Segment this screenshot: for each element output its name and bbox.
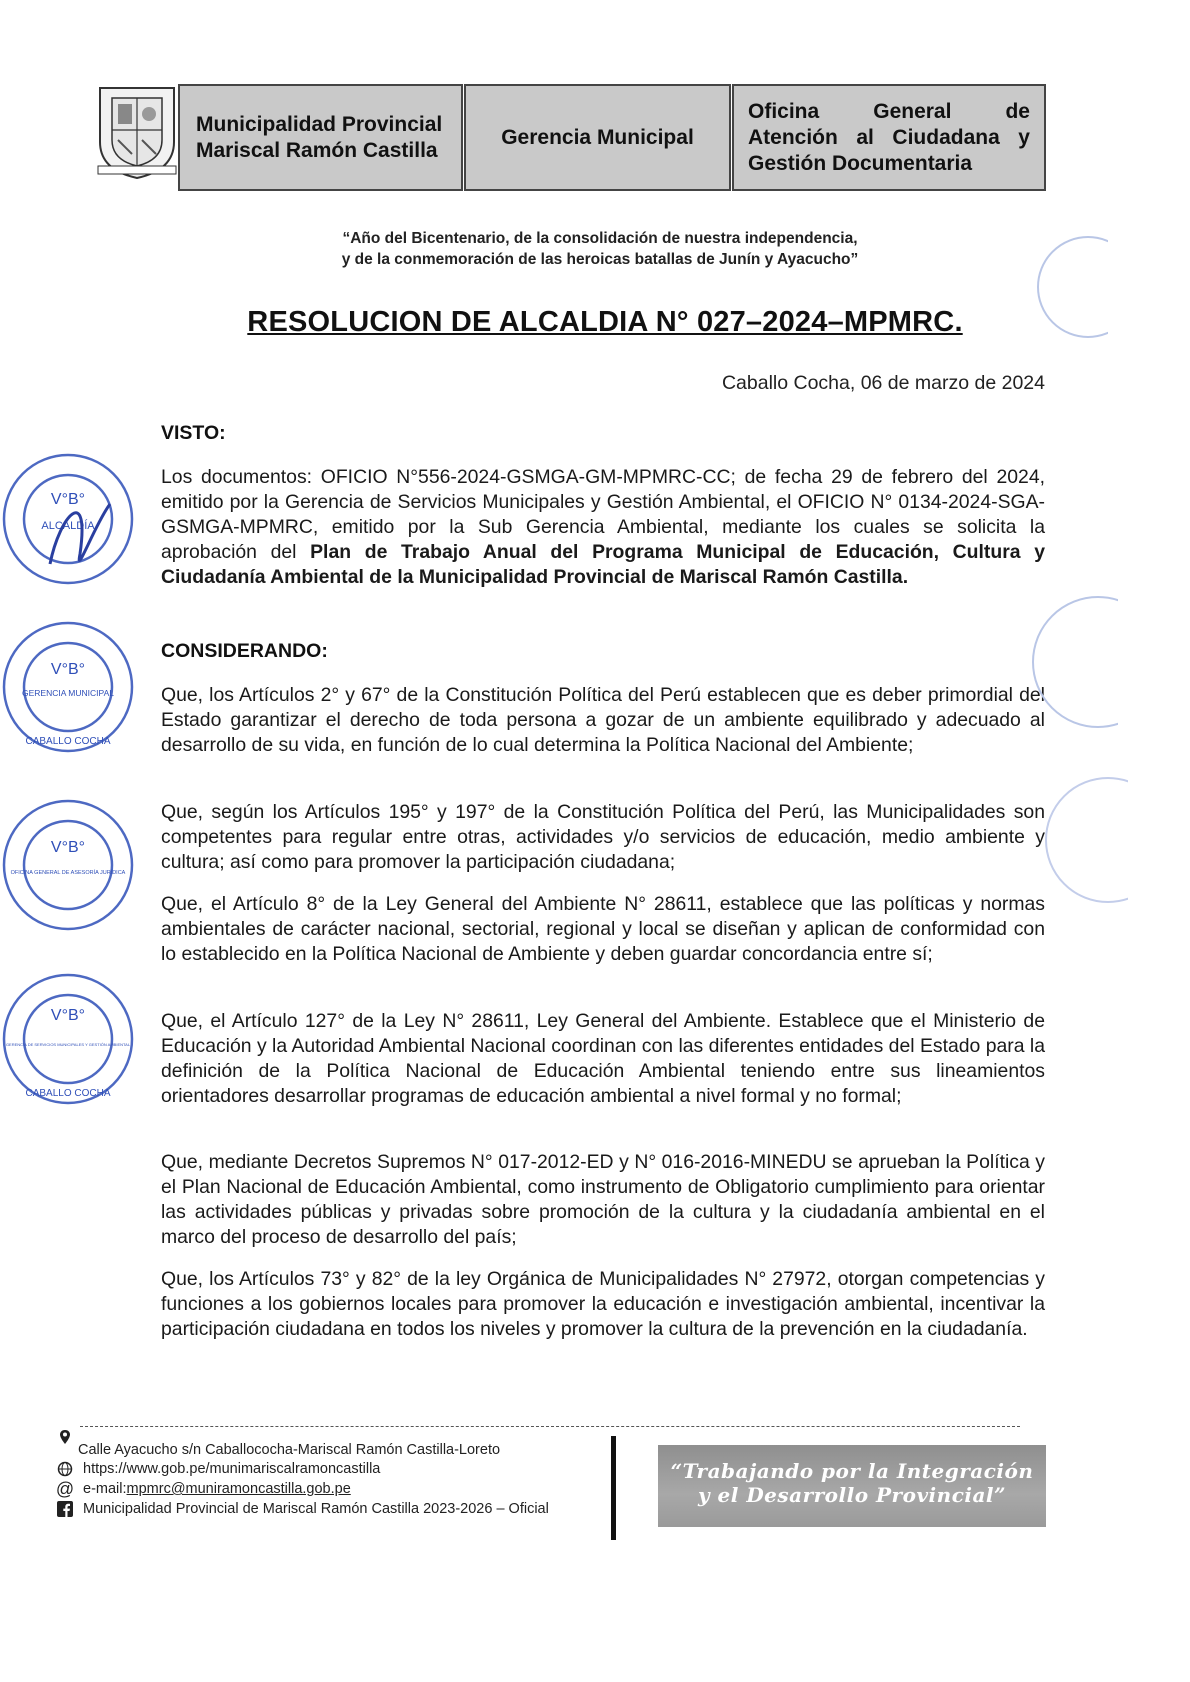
footer-vertical-separator — [611, 1436, 616, 1540]
stamp-gerencia-municipal — [0, 612, 150, 762]
footer-address-text: Calle Ayacucho s/n Caballococha-Mariscal Ramón Castilla-Loreto — [78, 1442, 501, 1458]
stamp-servicios-bottom: CABALLO COCHA — [25, 1088, 111, 1099]
municipal-coat-of-arms-logo — [96, 84, 178, 180]
header-office-line1: Oficina General de — [748, 99, 1030, 123]
stamp-servicios-label: GERENCIA DE SERVICIOS MUNICIPALES Y GESTIÓN AMBIENTAL — [5, 1042, 131, 1047]
globe-icon — [55, 1460, 75, 1478]
footer-website[interactable]: https://www.gob.pe/munimariscalramoncastilla — [83, 1461, 381, 1477]
header-gerencia-box — [464, 84, 731, 191]
faint-stamp-right-2 — [1018, 592, 1118, 742]
considerando-paragraph-1: Que, los Artículos 2° y 67° de la Constitución Política del Perú establecen que es deber primordial del Estado garantizar el derecho de toda persona a gozar de un ambiente equilibrado y adecuado al desarrollo de su vida, en función de lo cual determina la Política Nacional del Ambiente; — [161, 684, 1045, 756]
footer-slogan-line1: “Trabajando por la Integración — [670, 1459, 1034, 1483]
visto-plan-name: Plan de Trabajo Anual del Programa Municipal de Educación, Cultura y Ciudadanía Ambiental de la Municipalidad Provincial de Mariscal Ramón Castilla. — [161, 541, 1045, 588]
header-office-box — [732, 84, 1046, 191]
year-motto-line2: y de la conmemoración de las heroicas batallas de Junín y Ayacucho” — [341, 251, 859, 268]
header-office-line3: Gestión Documentaria — [748, 151, 973, 175]
at-sign-icon: @ — [55, 1478, 75, 1499]
footer-slogan — [658, 1445, 1046, 1527]
faint-stamp-right-1 — [1028, 232, 1108, 342]
visto-text: Los documentos: OFICIO N°556-2024-GSMGA-GM-MPMRC-CC; de fecha 29 de febrero del 2024, emitido por la Gerencia de Servicios Municipales y Gestión Ambiental, el OFICIO N° 0134-2024-SGA-GSMGA-MPMRC, emitido por la Sub Gerencia Ambiental, mediante los cuales se solicita la aprobación del — [161, 466, 1045, 563]
footer-email-link[interactable]: mpmrc@muniramoncastilla.gob.pe — [126, 1481, 351, 1497]
considerando-paragraph-4: Que, el Artículo 127° de la Ley N° 28611, Ley General del Ambiente. Establece que el Ministerio de Educación y la Autoridad Ambiental Nacional coordinan con las diferentes entidades del Estado para la definición de la Política Nacional de Educación Ambiental teniendo entre sus lineamientos orientadores desarrollar programas de educación ambiental a nivel formal y no formal; — [161, 1010, 1045, 1107]
stamp-asesoria-label: OFICINA GENERAL DE ASESORÍA JURÍDICA — [10, 870, 126, 876]
facebook-icon — [55, 1500, 75, 1518]
visto-heading: VISTO: — [161, 422, 226, 444]
stamp-gerencia-vb: V°B° — [50, 661, 86, 678]
footer-facebook-row — [55, 1500, 549, 1518]
footer-divider — [80, 1426, 1020, 1427]
stamp-gerencia-bottom: CABALLO COCHA — [25, 736, 111, 747]
visto-paragraph — [161, 465, 1045, 590]
header-municipality-box — [178, 84, 463, 191]
considerando-paragraph-6: Que, los Artículos 73° y 82° de la ley Orgánica de Municipalidades N° 27972, otorgan competencias y funciones a los gobiernos locales para promover la educación e investigación ambiental, incentivar la participación ciudadana en todos los niveles y promover la cultura de la prevención en la ciudadanía. — [161, 1268, 1045, 1340]
considerando-paragraph-2: Que, según los Artículos 195° y 197° de la Constitución Política del Perú, las Municipalidades son competentes para regular entre otras, actividades y/o servicios de educación, medio ambiente y cultura; así como para promover la participación ciudadana; — [161, 801, 1045, 873]
stamp-asesoria-vb: V°B° — [50, 839, 86, 856]
stamp-servicios-municipales — [0, 964, 150, 1114]
footer-website-row — [55, 1460, 380, 1478]
place-date: Caballo Cocha, 06 de marzo de 2024 — [721, 372, 1045, 394]
year-motto-line1: “Año del Bicentenario, de la consolidación de nuestra independencia, — [342, 230, 858, 247]
considerando-paragraph-5: Que, mediante Decretos Supremos N° 017-2012-ED y N° 016-2016-MINEDU se aprueban la Política y el Plan Nacional de Educación Ambiental, como instrumento de Obligatorio cumplimiento para orientar las actividades públicas y privadas sobre promoción de la cultura y la ciudadanía ambiental en el marco del proceso de desarrollo del país; — [161, 1151, 1045, 1248]
header-municipality-line2: Mariscal Ramón Castilla — [196, 138, 438, 162]
footer-slogan-line2: y el Desarrollo Provincial” — [697, 1483, 1007, 1507]
resolution-title: RESOLUCION DE ALCALDIA N° 027–2024–MPMRC. — [247, 306, 963, 338]
header-gerencia-label: Gerencia Municipal — [501, 125, 694, 149]
year-motto — [230, 228, 970, 270]
location-pin-icon — [55, 1428, 75, 1446]
stamp-alcaldia-vb: V°B° — [50, 491, 86, 508]
stamp-gerencia-label: GERENCIA MUNICIPAL — [22, 688, 114, 698]
header-municipality-line1: Municipalidad Provincial — [196, 112, 443, 136]
considerando-heading: CONSIDERANDO: — [161, 640, 328, 662]
faint-stamp-right-3 — [1028, 770, 1128, 920]
footer-facebook[interactable]: Municipalidad Provincial de Mariscal Ramón Castilla 2023-2026 – Oficial — [83, 1501, 549, 1517]
stamp-alcaldia-label: ALCALDÍA — [41, 520, 95, 532]
stamp-asesoria-juridica — [0, 790, 150, 940]
considerando-paragraph-3: Que, el Artículo 8° de la Ley General del Ambiente N° 28611, establece que las políticas y normas ambientales de carácter nacional, sectorial, regional y local se diseñan y aplican de conformidad con lo establecido en la Política Nacional de Ambiente y deben guardar concordancia entre sí; — [161, 893, 1045, 965]
stamp-servicios-vb: V°B° — [50, 1007, 86, 1024]
signature-mark — [50, 504, 110, 564]
stamp-alcaldia — [0, 444, 150, 594]
footer-address — [78, 1442, 500, 1458]
footer-email-label: e-mail: — [83, 1481, 127, 1497]
footer-email-row — [55, 1480, 351, 1498]
header-office-line2: Atención al Ciudadana y — [748, 125, 1030, 149]
